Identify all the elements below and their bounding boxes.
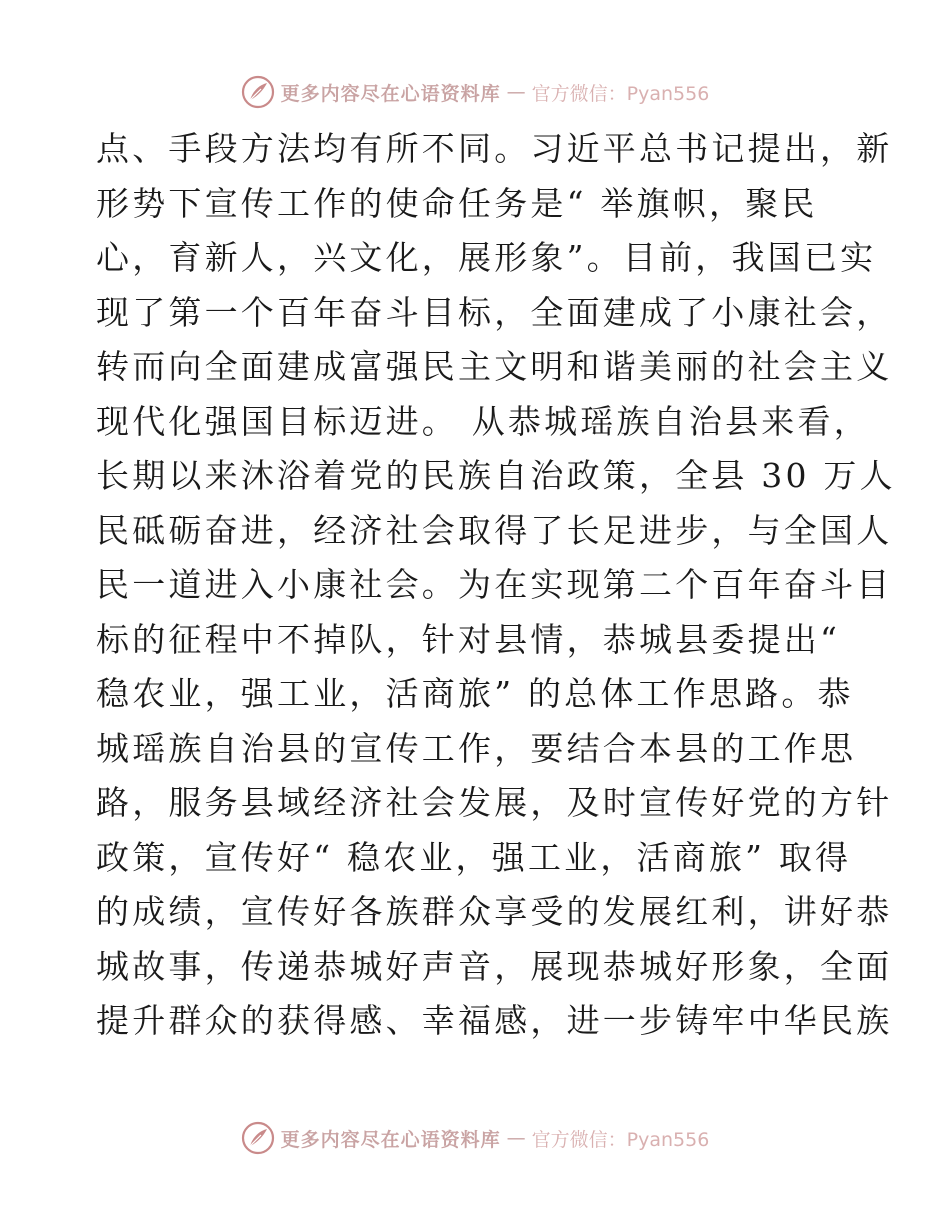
- footer-watermark: [0, 1118, 950, 1158]
- body-line: 长期以来沐浴着党的民族自治政策，全县 30 万人: [96, 456, 896, 495]
- watermark-separator: —: [506, 81, 526, 103]
- body-line: 路，服务县域经济社会发展，及时宣传好党的方针: [96, 783, 893, 822]
- body-line: 民一道进入小康社会。为在实现第二个百年奋斗目: [96, 565, 893, 604]
- body-line: 民砥砺奋进，经济社会取得了长足进步，与全国人: [96, 510, 893, 550]
- body-line: 转而向全面建成富强民主文明和谐美丽的社会主义: [96, 347, 893, 386]
- watermark-contact: 官方微信：Pyan556: [531, 82, 710, 105]
- body-line: 心，育新人，兴文化，展形象”。目前，我国已实: [96, 238, 877, 277]
- watermark-brand: 更多内容尽在心语资料库: [280, 82, 501, 105]
- document-body: [96, 122, 896, 1049]
- feather-pen-logo-icon: [241, 75, 275, 109]
- body-line: 城故事，传递恭城好声音，展现恭城好形象，全面: [96, 946, 893, 986]
- body-line: 形势下宣传工作的使命任务是“ 举旗帜，聚民: [96, 183, 818, 223]
- body-line: 的成绩，宣传好各族群众享受的发展红利，讲好恭: [96, 892, 893, 931]
- body-line: 城瑶族自治县的宣传工作，要结合本县的工作思: [96, 728, 857, 768]
- body-line: 政策，宣传好“ 稳农业，强工业，活商旅” 取得: [96, 837, 852, 877]
- body-line: 现了第一个百年奋斗目标，全面建成了小康社会，: [96, 292, 893, 332]
- watermark-brand: 更多内容尽在心语资料库: [280, 1128, 501, 1151]
- body-line: 标的征程中不掉队，针对县情，恭城县委提出“: [96, 619, 841, 659]
- body-line: 点、手段方法均有所不同。习近平总书记提出，新: [96, 129, 893, 168]
- body-line: 提升群众的获得感、幸福感，进一步铸牢中华民族: [96, 1001, 893, 1040]
- body-line: 稳农业，强工业，活商旅” 的总体工作思路。恭: [96, 674, 854, 713]
- body-line: 现代化强国目标迈进。 从恭城瑶族自治县来看，: [96, 401, 870, 441]
- watermark-contact: 官方微信：Pyan556: [531, 1128, 710, 1151]
- watermark-separator: —: [506, 1127, 526, 1149]
- header-watermark: [0, 72, 950, 112]
- feather-pen-logo-icon: [241, 1121, 275, 1155]
